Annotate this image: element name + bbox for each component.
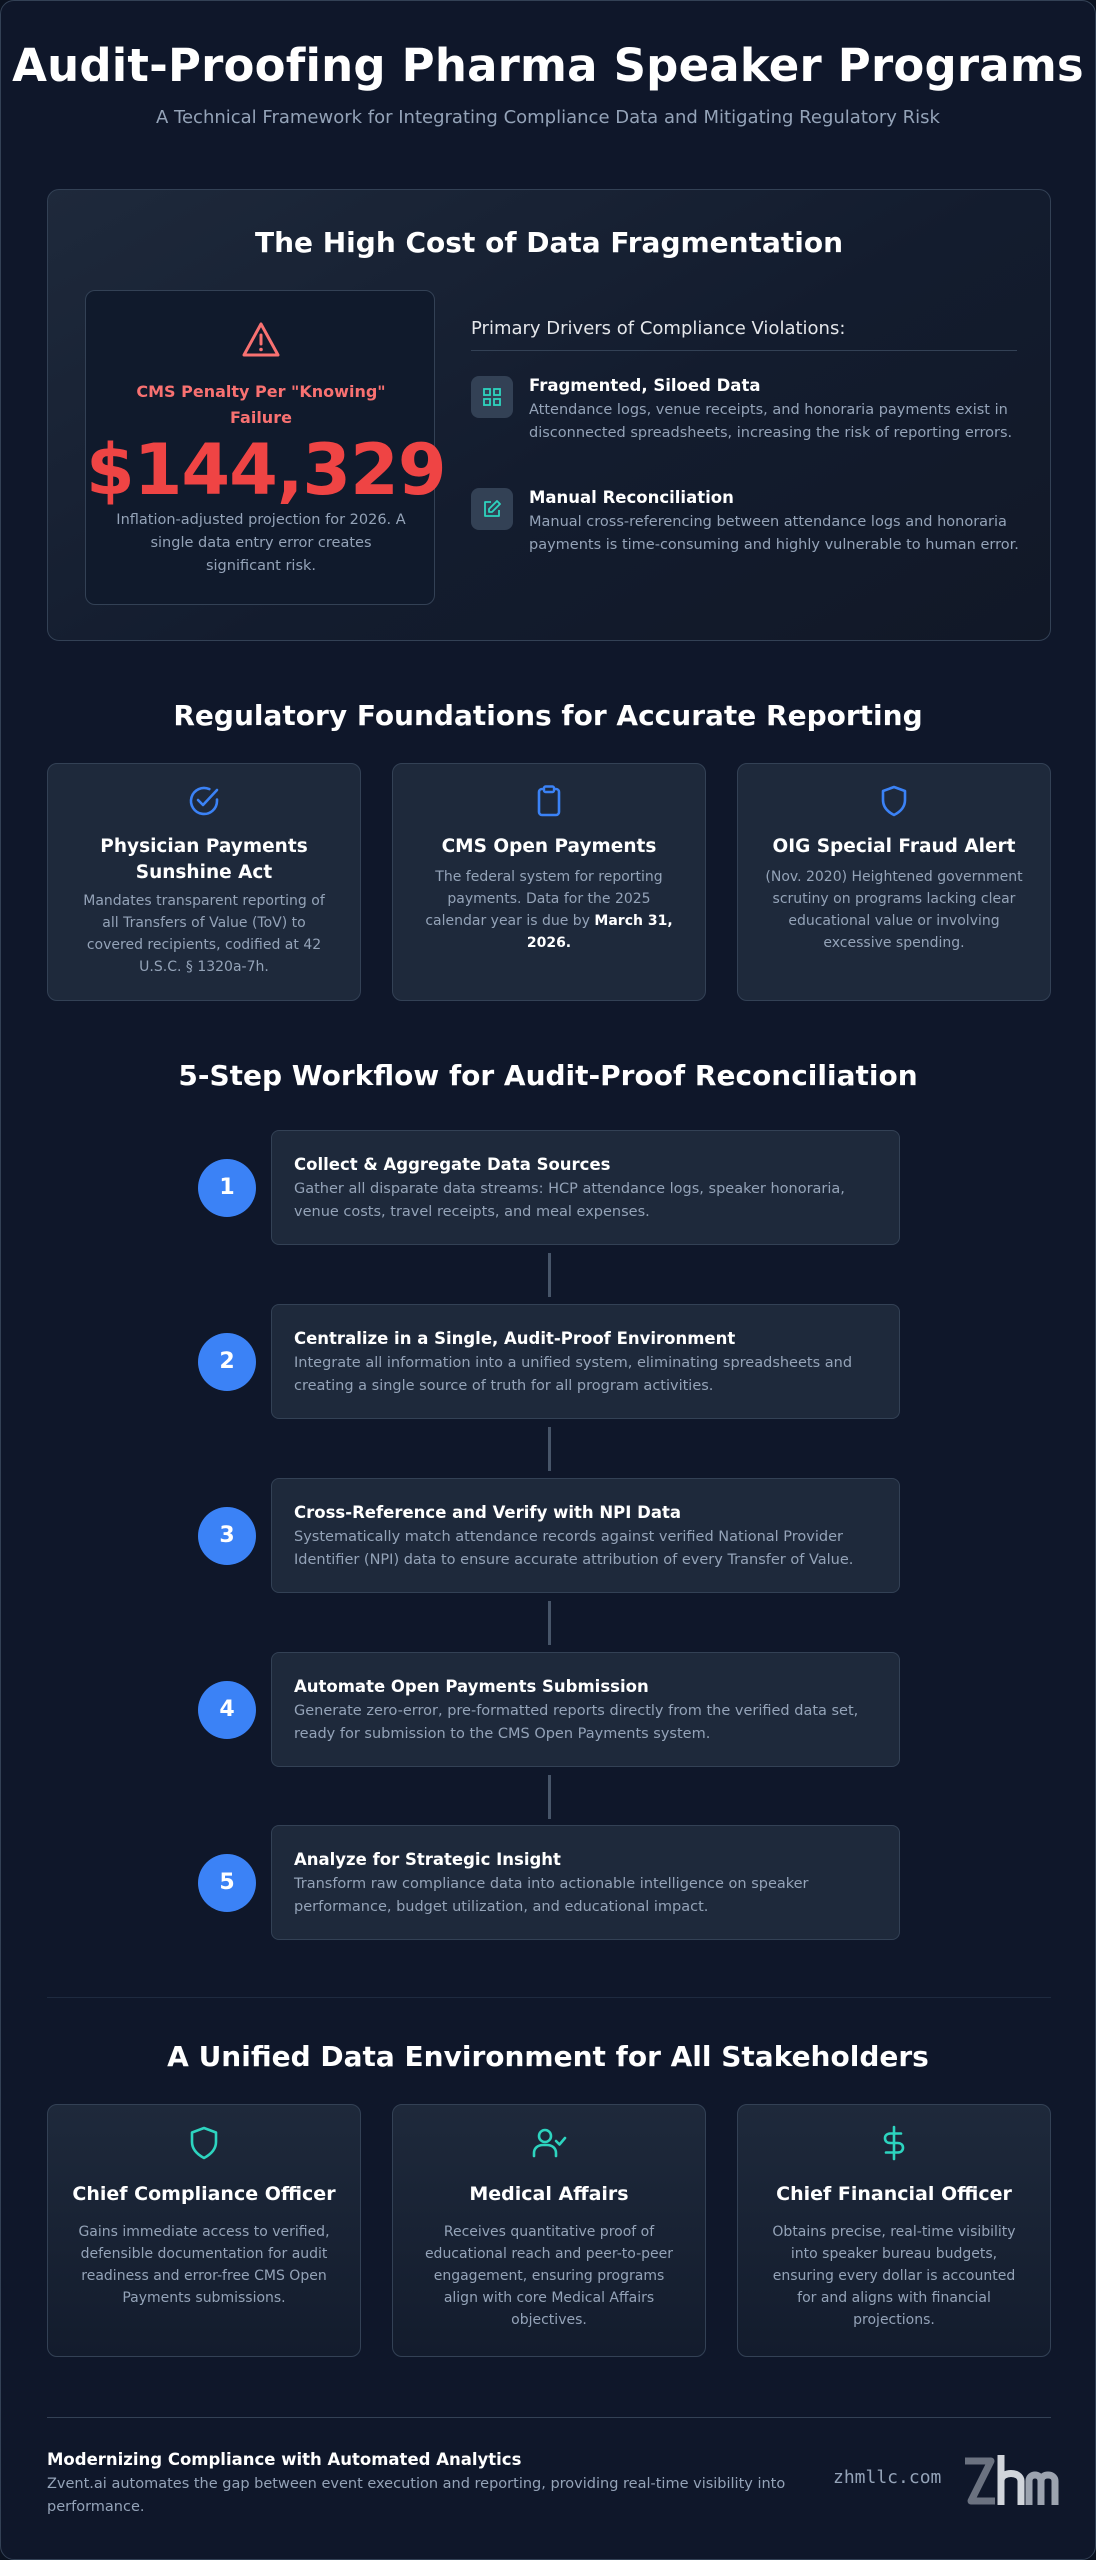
shield-icon [186,2125,222,2161]
step-number: 4 [198,1681,256,1739]
stakeholder-description: Gains immediate access to verified, defensible documentation for audit readiness and error-free CMS Open Payments submissions. [78,2224,330,2306]
driver-title: Manual Reconciliation [529,488,734,507]
step-title: Collect & Aggregate Data Sources [294,1155,611,1174]
penalty-label: CMS Penalty Per "Knowing" Failure [136,382,386,427]
stakeholder-card [47,2104,361,2357]
footer-description: Zvent.ai automates the gap between event execution and reporting, providing real-time visibility into performance. [47,2476,786,2515]
check-circle-icon [187,784,221,818]
step-description: Transform raw compliance data into actionable intelligence on speaker performance, budget utilization, and educational impact. [294,1876,809,1915]
stakeholder-description: Receives quantitative proof of educational reach and peer-to-peer engagement, ensuring programs align with core Medical Affairs objectives. [424,2224,674,2328]
stakeholder-title: Chief Financial Officer [776,2183,1012,2205]
footer-title: Modernizing Compliance with Automated Analytics [47,2450,522,2469]
step-title: Analyze for Strategic Insight [294,1850,561,1869]
page-subtitle: A Technical Framework for Integrating Compliance Data and Mitigating Regulatory Risk [156,107,940,128]
zhm-logo [961,2451,1069,2511]
user-check-icon [531,2125,567,2161]
step-title: Centralize in a Single, Audit-Proof Environment [294,1329,736,1348]
step-card [271,1825,900,1940]
edit-icon [482,499,502,519]
step-description: Generate zero-error, pre-formatted reports directly from the verified data set, ready for submission to the CMS Open Payments system. [294,1703,859,1742]
step-card [271,1130,900,1245]
step-title: Automate Open Payments Submission [294,1677,649,1696]
penalty-card [85,290,446,605]
stakeholder-title: Chief Compliance Officer [72,2183,336,2205]
dollar-icon [876,2125,912,2161]
regulation-title: CMS Open Payments [441,836,657,857]
warning-icon [241,321,281,359]
step-number: 1 [198,1159,256,1217]
step-description: Systematically match attendance records against verified National Provider Identifier (NPI) data to ensure accurate attribution of every Transfer of Value. [294,1529,854,1568]
step-number: 2 [198,1333,256,1391]
step-connector [548,1427,551,1471]
stakeholder-card [392,2104,706,2357]
regulatory-heading: Regulatory Foundations for Accurate Reporting [173,699,923,732]
stakeholder-title: Medical Affairs [469,2183,629,2205]
step-card [271,1304,900,1419]
step-connector [548,1253,551,1297]
footer-website-link[interactable]: zhmllc.com [833,2467,942,2488]
regulation-card [737,763,1051,1001]
shield-icon [877,784,911,818]
step-card [271,1478,900,1593]
regulation-card [392,763,706,1001]
regulation-description: (Nov. 2020) Heightened government scrutiny on programs lacking clear educational value or involving excessive spending. [765,869,1023,951]
regulation-card [47,763,361,1001]
regulation-description: The federal system for reporting payments. Data for the 2025 calendar year is due by March 31, 2026. [425,869,673,951]
step-number: 5 [198,1854,256,1912]
section-divider [47,1997,1051,1998]
step-card [271,1652,900,1767]
stakeholders-heading: A Unified Data Environment for All Stakeholders [167,2040,929,2073]
penalty-description: Inflation-adjusted projection for 2026. A single data entry error creates significant risk. [116,512,406,574]
regulation-title: Physician Payments Sunshine Act [100,836,308,883]
step-number: 3 [198,1507,256,1565]
footer-divider [47,2417,1051,2418]
stakeholder-description: Obtains precise, real-time visibility into speaker bureau budgets, ensuring every dollar is accounted for and aligns with financial projections. [772,2224,1016,2328]
page-title: Audit-Proofing Pharma Speaker Programs [12,39,1084,92]
clipboard-icon [532,784,566,818]
drivers-divider [471,350,1017,351]
driver-description: Manual cross-referencing between attendance logs and honoraria payments is time-consuming and highly vulnerable to human error. [529,514,1019,553]
step-description: Gather all disparate data streams: HCP attendance logs, speaker honoraria, venue costs, travel receipts, and meal expenses. [294,1181,845,1220]
step-description: Integrate all information into a unified system, eliminating spreadsheets and creating a single source of truth for all program activities. [294,1355,853,1394]
step-connector [548,1775,551,1819]
regulation-description: Mandates transparent reporting of all Transfers of Value (ToV) to covered recipients, codified at 42 U.S.C. § 1320a-7h. [83,893,325,975]
stakeholder-card [737,2104,1051,2357]
grid-icon [482,387,502,407]
penalty-amount: $144,329 [86,429,446,511]
regulation-title: OIG Special Fraud Alert [772,836,1016,857]
fragmentation-heading: The High Cost of Data Fragmentation [254,226,844,259]
step-title: Cross-Reference and Verify with NPI Data [294,1503,682,1522]
workflow-heading: 5-Step Workflow for Audit-Proof Reconciliation [178,1059,918,1092]
drivers-heading: Primary Drivers of Compliance Violations: [471,318,846,339]
step-connector [548,1601,551,1645]
fragmentation-section [47,189,1051,641]
driver-description: Attendance logs, venue receipts, and honoraria payments exist in disconnected spreadsheets, increasing the risk of reporting errors. [529,402,1013,441]
driver-title: Fragmented, Siloed Data [529,376,761,395]
